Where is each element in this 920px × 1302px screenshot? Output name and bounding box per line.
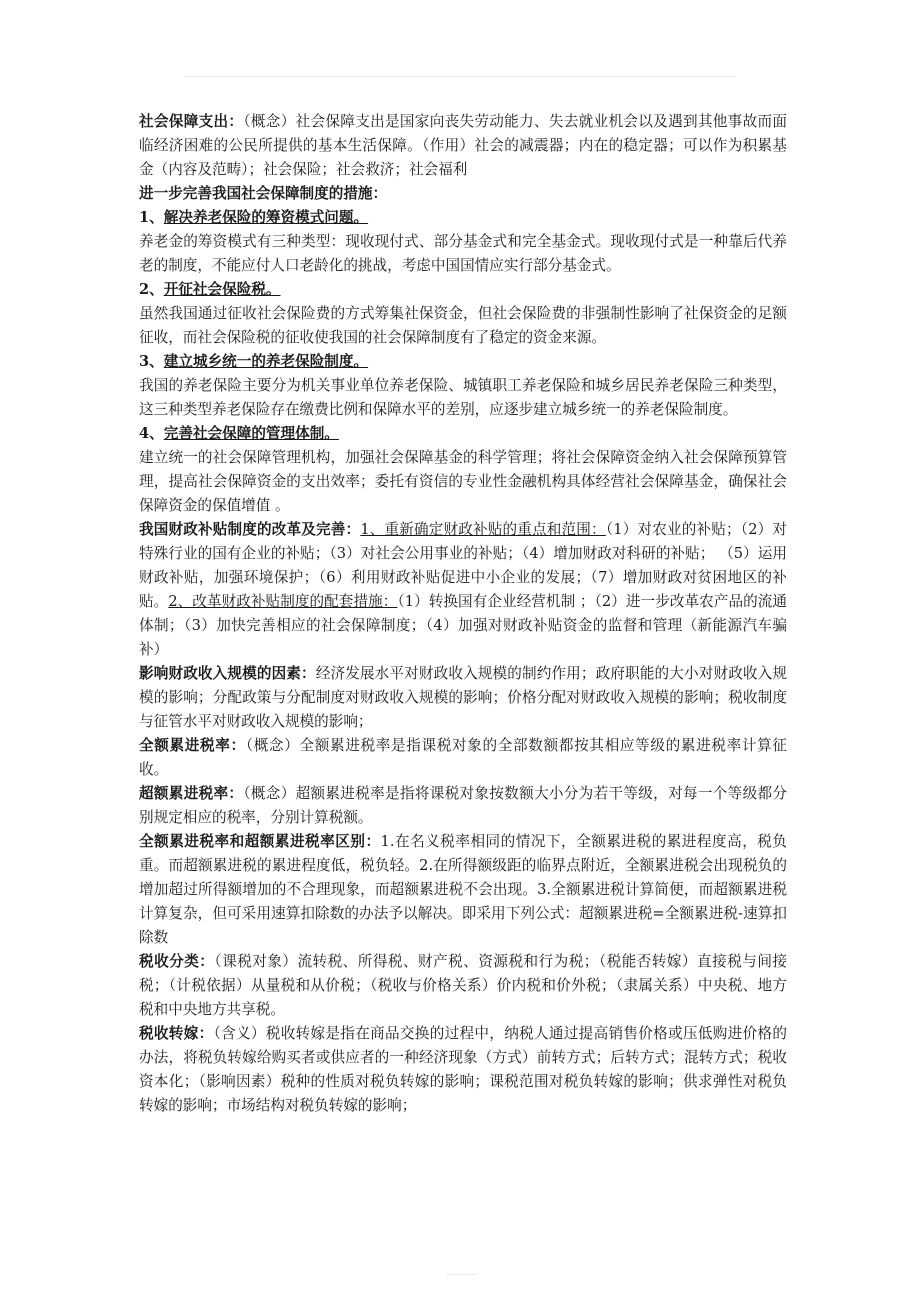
measure-2-text: 虽然我国通过征收社会保险费的方式筹集社保资金，但社会保险费的非强制性影响了社保资金的足额征收，而社会保险税的征收使我国的社会保障制度有了稳定的资金来源。: [139, 305, 787, 346]
paragraph-subsidy-reform: [139, 518, 787, 662]
paragraph-revenue-factors: 影响财政收入规模的因素：经济发展水平对财政收入规模的制约作用；政府职能的大小对财政收入规模的影响；分配政策与分配制度对财政收入规模的影响；价格分配对财政收入规模的影响；税收制度与征管水平对财政收入规模的影响；: [139, 665, 787, 730]
measure-2-title: 2、开征社会保险税。: [139, 281, 281, 298]
term-label: 税收分类：: [139, 953, 215, 970]
paragraph-full-progressive: 全额累进税率：（概念）全额累进税率是指课税对象的全部数额都按其相应等级的累进税率计算征收。: [139, 737, 787, 778]
subheading-1: 1、重新确定财政补贴的重点和范围：: [360, 521, 606, 538]
term-label: 我国财政补贴制度的改革及完善：: [139, 521, 361, 538]
term-text: （概念）社会保障支出是国家向丧失劳动能力、失去就业机会以及遇到其他事故而面临经济困难的公民所提供的基本生活保障。（作用）社会的减震器；内在的稳定器；可以作为积累基金（内容及范畴）；社会保险；社会救济；社会福利: [139, 113, 787, 178]
paragraph-tax-classification: 税收分类：（课税对象）流转税、所得税、财产税、资源税和行为税；（税能否转嫁）直接税与间接税；（计税依据）从量税和从价税；（税收与价格关系）价内税和价外税；（隶属关系）中央税、地方税和中央地方共享税。: [139, 953, 787, 1018]
term-label: 全额累进税率：: [139, 737, 246, 754]
measures-heading: 进一步完善我国社会保障制度的措施：: [139, 185, 388, 202]
measure-1-title: 1、解决养老保险的筹资模式问题。: [139, 209, 369, 226]
subheading-2: 2、改革财政补贴制度的配套措施：: [168, 593, 398, 610]
measure-4-text: 建立统一的社会保障管理机构，加强社会保障基金的科学管理；将社会保障资金纳入社会保障预算管理，提高社会保障资金的支出效率；委托有资信的专业性金融机构具体经营社会保障基金，确保社会保障资金的保值增值 。: [139, 449, 787, 514]
term-label: 超额累进税率：: [139, 785, 244, 802]
paragraph-social-security-expenditure: [139, 110, 787, 182]
term-label: 税收转嫁：: [139, 1025, 214, 1042]
document-body: [139, 110, 787, 1118]
footer-mark: [446, 1274, 476, 1275]
subsidy-text-2: （1）转换国有企业经营机制 ；（2）进一步改革农产品的流通体制；（3）加快完善相应的社会保障制度；（4）加强对财政补贴资金的监督和管理（新能源汽车骗补）: [139, 593, 787, 658]
paragraph-difference: 全额累进税率和超额累进税率区别：1.在名义税率相同的情况下，全额累进税的累进程度高，税负重。而超额累进税的累进程度低，税负轻。2.在所得额级距的临界点附近，全额累进税会出现税负的增加超过所得额增加的不合理现象，而超额累进税不会出现。3.全额累进税计算简便，而超额累进税计算复杂，但可采用速算扣除数的办法予以解决。即采用下列公式：超额累进税=全额累进税-速算扣除数: [139, 833, 787, 946]
measure-4-title: 4、完善社会保障的管理体制。: [139, 425, 339, 442]
paragraph-tax-shifting: 税收转嫁：（含义）税收转嫁是指在商品交换的过程中，纳税人通过提高销售价格或压低购进价格的办法，将税负转嫁给购买者或供应者的一种经济现象（方式）前转方式；后转方式；混转方式；税收资本化；（影响因素）税种的性质对税负转嫁的影响；课税范围对税负转嫁的影响；供求弹性对税负转嫁的影响；市场结构对税负转嫁的影响；: [139, 1025, 787, 1114]
measure-3-title: 3、建立城乡统一的养老保险制度。: [139, 353, 369, 370]
term-label: 社会保障支出：: [139, 113, 244, 130]
measure-3-text: 我国的养老保险主要分为机关事业单位养老保险、城镇职工养老保险和城乡居民养老保险三种类型，这三种类型养老保险存在缴费比例和保障水平的差别，应逐步建立城乡统一的养老保险制度。: [139, 377, 787, 418]
subsidy-text-1: （1）对农业的补贴；（2）对特殊行业的国有企业的补贴；（3）对社会公用事业的补贴；（4）增加财政对科研的补贴； （5）运用财政补贴，加强环境保护；（6）利用财政补贴促进中小企业的发展；（7）增加财政对贫困地区的补贴。: [139, 521, 787, 610]
measure-1-text: 养老金的筹资模式有三种类型：现收现付式、部分基金式和完全基金式。现收现付式是一种靠后代养老的制度，不能应付人口老龄化的挑战，考虑中国国情应实行部分基金式。: [139, 233, 787, 274]
term-label: 影响财政收入规模的因素：: [139, 665, 316, 682]
header-rule: [185, 76, 735, 77]
term-label: 全额累进税率和超额累进税率区别：: [139, 833, 381, 850]
paragraph-excess-progressive: 超额累进税率：（概念）超额累进税率是指将课税对象按数额大小分为若干等级，对每一个等级都分别规定相应的税率，分别计算税额。: [139, 785, 787, 826]
